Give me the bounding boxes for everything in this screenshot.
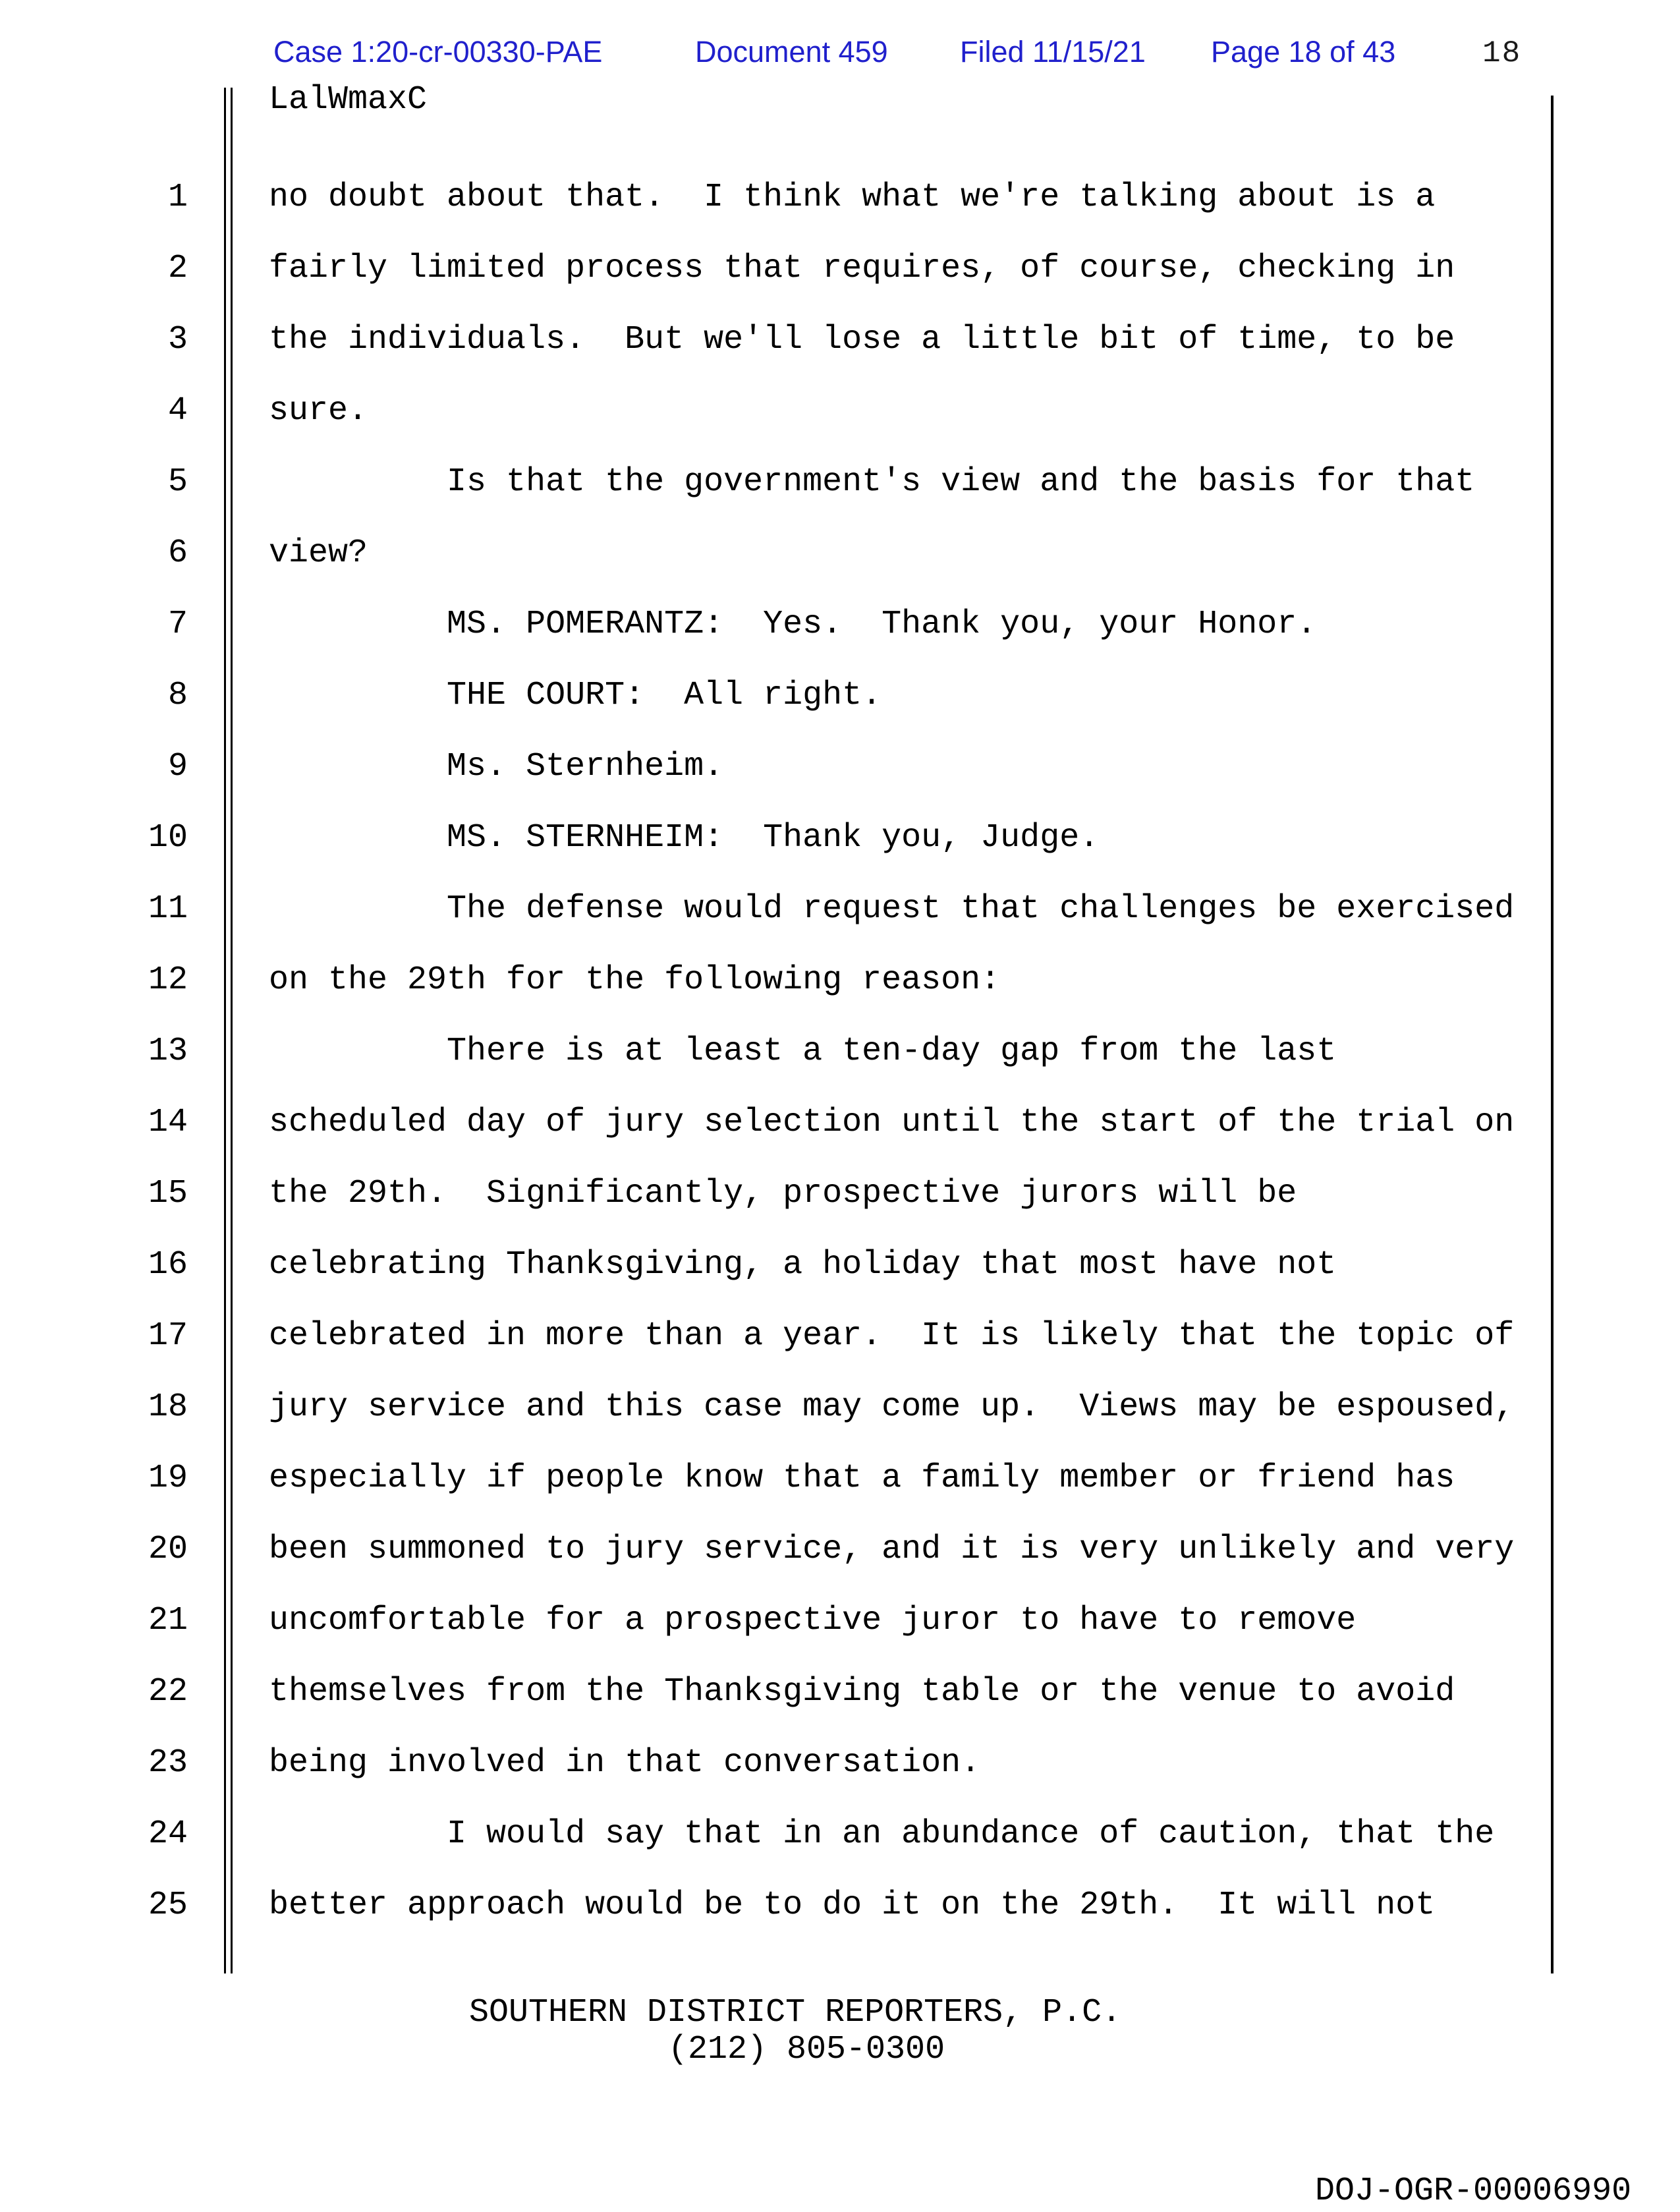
- transcript-line-row: [0, 605, 1680, 646]
- transcript-line-row: [0, 676, 1680, 717]
- transcript-line-text: better approach would be to do it on the 29th. It will not: [269, 1886, 1436, 1924]
- filed-date-label: Filed 11/15/21: [960, 35, 1146, 69]
- transcript-line-row: [0, 1317, 1680, 1357]
- transcript-line-row: [0, 391, 1680, 432]
- transcript-line-row: [0, 1459, 1680, 1500]
- line-number: 5: [167, 463, 188, 501]
- reporter-phone-footer: (212) 805-0300: [668, 2031, 945, 2068]
- transcript-line-row: [0, 961, 1680, 1002]
- transcript-line-text: MS. POMERANTZ: Yes. Thank you, your Honor.: [269, 606, 1317, 643]
- transcript-session-id: LalWmaxC: [269, 81, 428, 119]
- transcript-line-text: Is that the government's view and the basis for that: [269, 463, 1475, 501]
- reporter-name-footer: SOUTHERN DISTRICT REPORTERS, P.C.: [469, 1994, 1122, 2031]
- transcript-line-row: [0, 747, 1680, 788]
- line-number: 22: [148, 1673, 188, 1711]
- transcript-line-row: [0, 1245, 1680, 1286]
- line-number: 10: [148, 819, 188, 857]
- transcript-line-row: [0, 1601, 1680, 1642]
- transcript-line-text: celebrating Thanksgiving, a holiday that most have not: [269, 1246, 1337, 1284]
- line-number: 23: [148, 1744, 188, 1782]
- line-number: 17: [148, 1317, 188, 1355]
- transcript-line-row: [0, 1174, 1680, 1215]
- line-number: 18: [148, 1388, 188, 1426]
- transcript-line-text: especially if people know that a family member or friend has: [269, 1460, 1455, 1497]
- transcript-line-text: jury service and this case may come up. Views may be espoused,: [269, 1388, 1515, 1426]
- page-of-label: Page 18 of 43: [1211, 35, 1396, 69]
- transcript-line-row: [0, 1530, 1680, 1571]
- transcript-line-row: [0, 1886, 1680, 1927]
- transcript-line-text: I would say that in an abundance of caution, that the: [269, 1815, 1495, 1853]
- line-number: 24: [148, 1815, 188, 1853]
- line-number: 14: [148, 1104, 188, 1141]
- transcript-line-row: [0, 249, 1680, 290]
- transcript-line-text: scheduled day of jury selection until the start of the trial on: [269, 1104, 1515, 1141]
- line-number: 21: [148, 1602, 188, 1639]
- line-number: 20: [148, 1531, 188, 1568]
- bates-number: DOJ-OGR-00006990: [1315, 2172, 1632, 2210]
- line-number: 2: [167, 250, 188, 287]
- transcript-line-text: There is at least a ten-day gap from the last: [269, 1033, 1337, 1070]
- line-number: 3: [167, 321, 188, 358]
- transcript-line-text: no doubt about that. I think what we're talking about is a: [269, 179, 1436, 216]
- transcript-line-text: being involved in that conversation.: [269, 1744, 981, 1782]
- transcript-line-text: the 29th. Significantly, prospective jurors will be: [269, 1175, 1297, 1212]
- page-number: 18: [1482, 36, 1522, 71]
- line-number: 4: [167, 392, 188, 430]
- transcript-line-text: sure.: [269, 392, 368, 430]
- transcript-line-row: [0, 818, 1680, 859]
- transcript-line-text: THE COURT: All right.: [269, 677, 882, 714]
- transcript-line-text: uncomfortable for a prospective juror to have to remove: [269, 1602, 1357, 1639]
- transcript-line-row: [0, 890, 1680, 930]
- transcript-line-text: Ms. Sternheim.: [269, 748, 724, 785]
- line-number: 15: [148, 1175, 188, 1212]
- transcript-line-text: on the 29th for the following reason:: [269, 961, 1001, 999]
- line-number: 25: [148, 1886, 188, 1924]
- transcript-line-row: [0, 1103, 1680, 1144]
- transcript-line-text: the individuals. But we'll lose a little bit of time, to be: [269, 321, 1455, 358]
- transcript-line-text: celebrated in more than a year. It is likely that the topic of: [269, 1317, 1515, 1355]
- transcript-line-text: The defense would request that challenges be exercised: [269, 890, 1515, 928]
- line-number: 11: [148, 890, 188, 928]
- transcript-line-row: [0, 534, 1680, 575]
- transcript-line-row: [0, 1032, 1680, 1073]
- line-number: 8: [167, 677, 188, 714]
- transcript-line-text: MS. STERNHEIM: Thank you, Judge.: [269, 819, 1100, 857]
- transcript-line-row: [0, 178, 1680, 219]
- line-number: 9: [167, 748, 188, 785]
- case-number-label: Case 1:20-cr-00330-PAE: [273, 35, 603, 69]
- transcript-line-text: themselves from the Thanksgiving table or the venue to avoid: [269, 1673, 1455, 1711]
- line-number: 13: [148, 1033, 188, 1070]
- transcript-line-text: been summoned to jury service, and it is very unlikely and very: [269, 1531, 1515, 1568]
- line-number: 12: [148, 961, 188, 999]
- transcript-line-text: view?: [269, 534, 368, 572]
- transcript-line-row: [0, 463, 1680, 503]
- document-number-label: Document 459: [695, 35, 888, 69]
- line-number: 16: [148, 1246, 188, 1284]
- line-number: 7: [167, 606, 188, 643]
- transcript-line-row: [0, 1672, 1680, 1713]
- line-number: 1: [167, 179, 188, 216]
- transcript-line-row: [0, 1744, 1680, 1784]
- transcript-line-text: fairly limited process that requires, of course, checking in: [269, 250, 1455, 287]
- transcript-line-row: [0, 1815, 1680, 1856]
- line-number: 19: [148, 1460, 188, 1497]
- transcript-line-row: [0, 320, 1680, 361]
- line-number: 6: [167, 534, 188, 572]
- transcript-line-row: [0, 1388, 1680, 1429]
